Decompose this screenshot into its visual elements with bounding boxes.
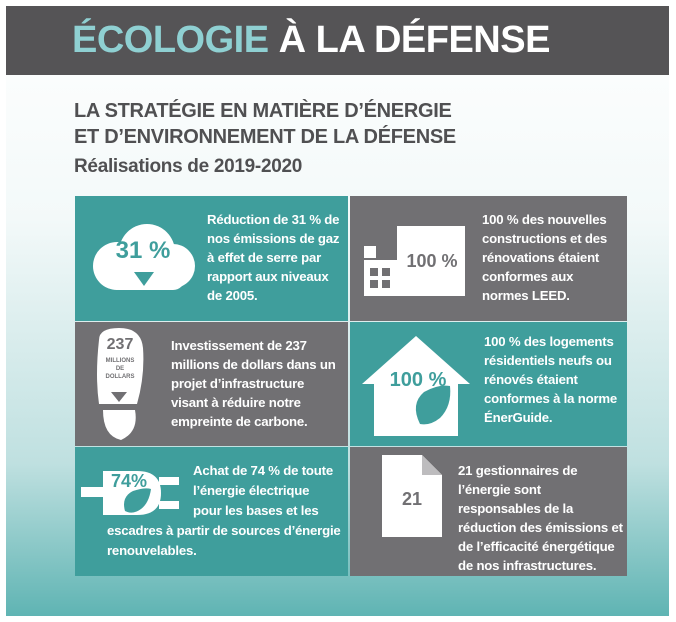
carbon-icon-value: 237: [106, 336, 134, 353]
panel-ghg-reduction: [75, 196, 348, 321]
panel-energy-managers: [350, 447, 627, 576]
infographic-frame: [6, 6, 669, 616]
carbon-icon-unit-2: DE: [115, 366, 125, 372]
plug-leaf-icon: [81, 459, 181, 529]
ghg-icon-value: 31 %: [115, 237, 171, 264]
page-title: [72, 19, 550, 62]
managers-icon-value: 21: [401, 489, 423, 509]
electricity-text-1: Achat de 74 % de toute: [193, 463, 333, 478]
electricity-text-3: pour les bases et les: [193, 503, 319, 518]
leed-icon-value: 100 %: [406, 251, 458, 271]
strategy-heading: [74, 98, 614, 150]
electricity-text-4: escadres à partir de sources d’énergie: [107, 523, 341, 538]
carbon-text: Investissement de 237 millions de dollars dans un projet d’infrastructure visant à réduire notre empreinte de carbone.: [171, 338, 336, 429]
title-rest: À LA DÉFENSE: [268, 19, 550, 61]
strategy-heading-line1: LA STRATÉGIE EN MATIÈRE D’ÉNERGIE: [74, 100, 452, 122]
electricity-text-5: renouvelables.: [107, 543, 197, 558]
panel-leed: [350, 196, 627, 321]
managers-text: 21 gestionnaires de l’énergie sont responsables de la réduction des émissions et de l’efficacité énergétique de nos infrastructures.: [458, 463, 623, 573]
panel-energuide: [350, 322, 627, 446]
carbon-icon-unit-1: MILLIONS: [105, 358, 135, 364]
title-banner: [6, 6, 669, 75]
panel-renewable-electricity: [75, 447, 348, 576]
energuide-text: 100 % des logements résidentiels neufs ou rénovés étaient conformes à la norme ÉnerGuide.: [484, 334, 618, 425]
electricity-text-2: l’énergie électrique: [193, 483, 310, 498]
ghg-text: Réduction de 31 % de nos émissions de gaz à effet de serre par rapport aux niveaux de 2005.: [207, 212, 340, 303]
strategy-heading-line2: ET D’ENVIRONNEMENT DE LA DÉFENSE: [74, 126, 456, 148]
panel-carbon-footprint: [75, 322, 348, 446]
carbon-icon-unit-3: DOLLARS: [105, 374, 135, 380]
electricity-icon-value: 74%: [110, 471, 148, 491]
period-heading: Réalisations de 2019-2020: [74, 156, 303, 177]
title-accent: ÉCOLOGIE: [72, 19, 269, 61]
leed-text: 100 % des nouvelles constructions et des rénovations étaient conformes aux normes LEED.: [482, 212, 607, 303]
energuide-icon-value: 100 %: [389, 369, 447, 391]
